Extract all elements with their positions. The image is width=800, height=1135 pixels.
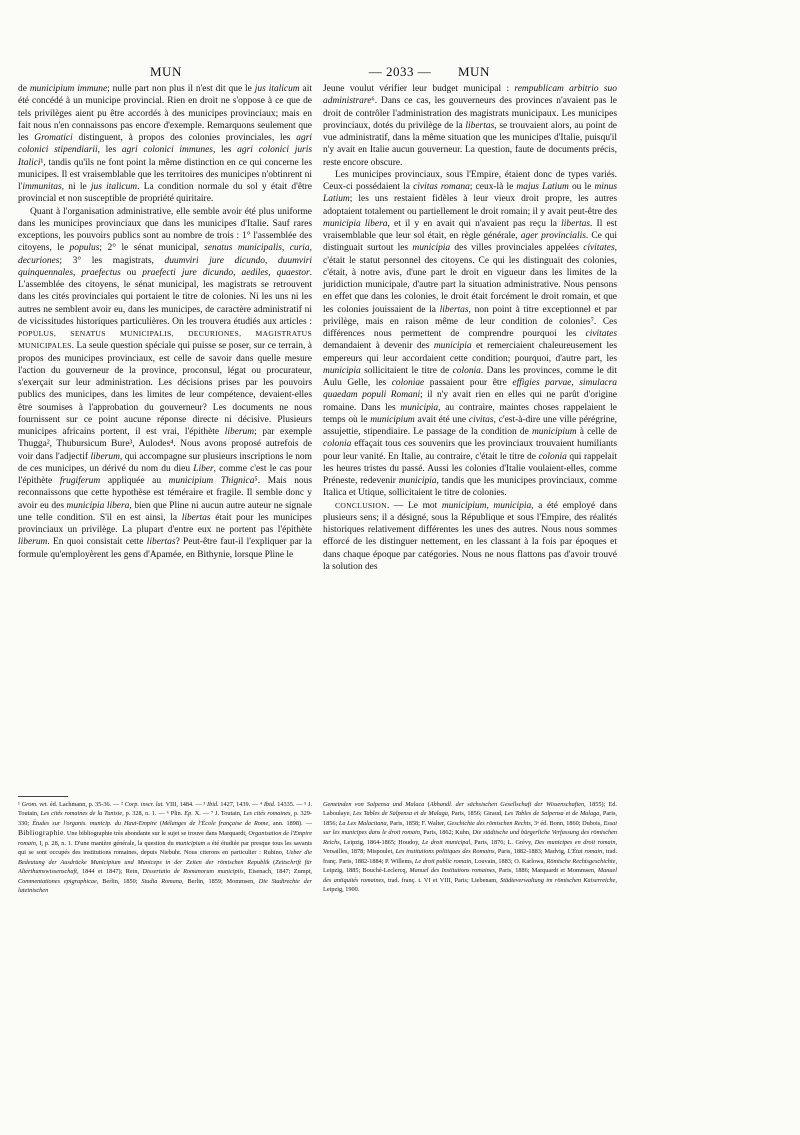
left-column bbox=[18, 83, 312, 561]
footnote-rule bbox=[18, 796, 68, 797]
right-column-paragraph: CONCLUSION. — Le mot municipium, municipia, a été employé dans plusieurs sens; il a désigné, sous la République et sous l'Empire, des réalités historiques relativement différentes les unes des autres. Nous nous sommes efforcé de les distinguer nettement, en les classant à la fois par époques et dans chaque époque par catégories. Nous ne nous flattons pas d'avoir trouvé la solution des bbox=[323, 500, 618, 572]
right-column-paragraph: Jeune voulut vérifier leur budget municipal : rempublicam arbitrio suo administrare⁶. Dans ce cas, les gouverneurs des provinces n'avaient pas le droit de contrôler l'administration des magistrats municipaux. Les municipes provinciaux, dotés du privilège de la libertas, se trouvaient alors, au point de vue administratif, dans la même situation que les municipes d'Italie, puisqu'il n'y avait en Italie aucun gouverneur. La question, faute de documents précis, reste encore obscure. bbox=[323, 84, 617, 168]
running-header bbox=[18, 64, 782, 84]
right-column-paragraph: Les municipes provinciaux, sous l'Empire, étaient donc de types variés. Ceux-ci possédaient la civitas romana; ceux-là le majus Latium ou le minus Latium; les uns restaient fidèles à leur vieux droit propre, les autres adoptaient totalement ou partiellement le droit romain; il y avait peut-être des municipia libera, et il y en avait qui n'avaient pas reçu la libertas. Il est vraisemblable que leur sol était, en règle générale, ager provincialis. Ce qui distinguait surtout les municipia des villes provinciales appelées civitates, c'était le statut personnel des citoyens. Ce qui les distinguait des colonies, c'était, à notre avis, d'une part le droit en vigueur dans les limites de la juridiction municipale, d'autre part la situation administrative. Nous pensons en effet que dans les colonies, le droit était forcément le droit romain, et que les colonies jouissaient de la libertas, non point à titre exceptionnel et par privilège, mais en raison même de leur condition de colonies⁷. Ces différences nous permettent de comprendre pourquoi les civitates demandaient à devenir des municipia et remerciaient chaleureusement les empereurs qui leur accordaient cette condition; pourquoi, d'autre part, les municipia sollicitaient le titre de colonia. Dans les provinces, comme le dit Aulu Gelle, les coloniae passaient pour être effigies parvae, simulacra quaedam populi Romani; il n'y avait rien en elles qui ne parût d'origine romaine. Dans les municipia, au contraire, maintes choses rappelaient le temps où le municipium avait été une civitas, c'est-à-dire une ville pérégrine, assujettie, stipendiaire. Le passage de la condition de municipium à celle de colonia effaçait tous ces souvenirs que les provinciaux trouvaient humiliants pour leur vanité. En Italie, au contraire, c'était le titre de colonia qui rappelait les heures tristes du passé. Aussi les colonies d'Italie voulaient-elles, comme Préneste, redevenir municipia, tandis que les municipes provinciaux, comme Italica et Utique, sollicitaient le titre de colonies. bbox=[323, 169, 618, 499]
right-column bbox=[323, 83, 617, 573]
page-number: — 2033 — bbox=[368, 64, 432, 79]
header-right-word: MUN bbox=[458, 64, 490, 79]
footnotes-right: Gemeinden von Salpensa und Malaca (Abhandl. der sächsischen Gesellschaft der Wissenschaften, 1855); Ed. Laboulaye, Les Tables de Salpensa et de Malaga, Paris, 1856; Giraud, Les Tables de Salpensa et de Malaga, Paris, 1856; La Lex Malacitana, Paris, 1858; F. Walter, Geschichte des römischen Rechts, 3ᵉ éd. Bonn, 1860; Dubois, Essai sur les municipes dans le droit romain, Paris, 1862; Kuhn, Die städtische und bürgerliche Verfassung des römischen Reichs, Leipzig, 1864-1865; Houdoy, Le droit municipal, Paris, 1876; L. Grévy, Des municipes en droit romain, Versailles, 1878; Mispoulet, Les institutions politiques des Romains, Paris, 1882-1883; Madvig, L'État romain, trad. franç. Paris, 1882-1884; P. Willems, Le droit public romain, Louvain, 1883; O. Karlowa, Römische Rechtsgeschichte, Leipzig, 1885; Bouché-Leclercq, Manuel des Institutions romaines, Paris, 1886; Marquardt et Mommsen, Manuel des antiquités romaines, trad. franç. t. VI et VIII, Paris; Liebenam, Städteverwaltung im römischen Kaiserreiche, Leipzig, 1900. bbox=[323, 801, 618, 894]
footnotes-left: ¹ Grom. vet. éd. Lachmann, p. 35-36. — ² Corp. inscr. lat. VIII, 1484. — ³ Ibid. 1427, 1439. — ⁴ Ibid. 14335. — ⁵ J. Toutain, Les cités romaines de la Tunisie, p. 328, n. 1. — ⁶ Plin. Ep. X. — ⁷ J. Toutain, Les cités romaines, p. 329-330; Études sur l'organis. municip. du Haut-Empire (Mélanges de l'École française de Rome, ann. 1898). — Bibliographie. Une bibliographie très abondante sur le sujet se trouve dans Marquardt, Organisation de l'Empire romain, I, p. 28, n. 1. D'une manière générale, la question du municipium a été étudiée par presque tous les savants qui se sont occupés des institutions romaines, depuis Niebuhr. Nous citerons en particulier : Rubino, Ueber die Bedeutung der Ausdrücke Municipium und Municeps in der Zeiten der römischen Republik (Zeitschrift für Alterthumswissenschaft, 1844 et 1847); Rein, Dissertatio de Romanorum municipiis, Eisenach, 1847; Zumpt, Commentationes epigraphicae, Berlin, 1850; Studia Romana, Berlin, 1859; Mommsen, Die Stadtrechte der lateinischen bbox=[18, 801, 313, 895]
left-column-paragraph: de municipium immune; nulle part non plus il n'est dit que le jus italicum ait été concédé à un municipe provincial. Rien en droit ne s'oppose à ce que de tels privilèges aient pu être accordés à des municipes provinciaux; mais en fait nous n'en connaissons pas encore d'exemple. Remarquons seulement que les Gromatici distinguent, à propos des colonies provinciales, les agri colonici stipendiarii, les agri colonici immunes, les agri colonici juris Italici¹, tandis qu'ils ne font point la même distinction en ce qui concerne les municipes. Il est vraisemblable que les territoires des municipes n'obtinrent ni l'immunitas, ni le jus italicum. La condition normale du sol y était d'être provincial et non susceptible de propriété quiritaire. bbox=[18, 84, 313, 205]
header-left-word: MUN bbox=[150, 64, 182, 79]
left-column-paragraph: Quant à l'organisation administrative, elle semble avoir été plus uniforme dans les municipes provinciaux que dans les municipes d'Italie. Sauf rares exceptions, les pouvoirs publics sont au nombre de trois : 1° l'assemblée des citoyens, le populus; 2° le sénat municipal, senatus municipalis, curia, decuriones; 3° les magistrats, duumviri jure dicundo, duumviri quinquennales, praefectus ou praefecti jure dicundo, aediles, quaestor. L'assemblée des citoyens, le sénat municipal, les magistrats se retrouvent dans les cités provinciales qui portaient le titre de colonies. Ni les uns ni les autres ne semblent avoir eu, dans les municipes, de caractère administratif ni de vicissitudes historiques particulières. On les trouvera étudiés aux articles : POPULUS, SENATUS MUNICIPALIS, DECURIONES, MAGISTRATUS MUNICIPALES. La seule question spéciale qui puisse se poser, sur ce terrain, à propos des municipes provinciaux, est celle de savoir dans quelle mesure l'action du gouverneur de la province, proconsul, légat ou procurateur, s'exerçait sur leur administration. Les décisions prises par les pouvoirs publics des municipes, dans les limites de leur compétence, devaient-elles être soumises à l'approbation du gouverneur? Les documents ne nous fournissent sur ce point aucune réponse directe ni décisive. Plusieurs municipes africains portent, il est vrai, l'épithète liberum; par exemple Thugga², Thubursicum Bure³, Aulodes⁴. Nous avons proposé autrefois de voir dans l'adjectif liberum, qui accompagne sur plusieurs inscriptions le nom de ces municipes, un dérivé du nom du dieu Liber, comme c'est le cas pour l'épithète frugiferum appliquée au municipium Thignica⁵. Mais nous reconnaissons que cette hypothèse est téméraire et fragile. Il semble donc y avoir eu des municipia libera, bien que Pline ni aucun autre auteur ne signale une telle condition. S'il en est ainsi, la libertas était pour les municipes provinciaux un privilège. La plupart d'entre eux ne portent pas l'épithète liberum. En quoi consistait cette libertas? Peut-être faut-il l'expliquer par la formule qu'employèrent les gens d'Apamée, en Bithynie, lorsque Pline le bbox=[18, 206, 313, 560]
